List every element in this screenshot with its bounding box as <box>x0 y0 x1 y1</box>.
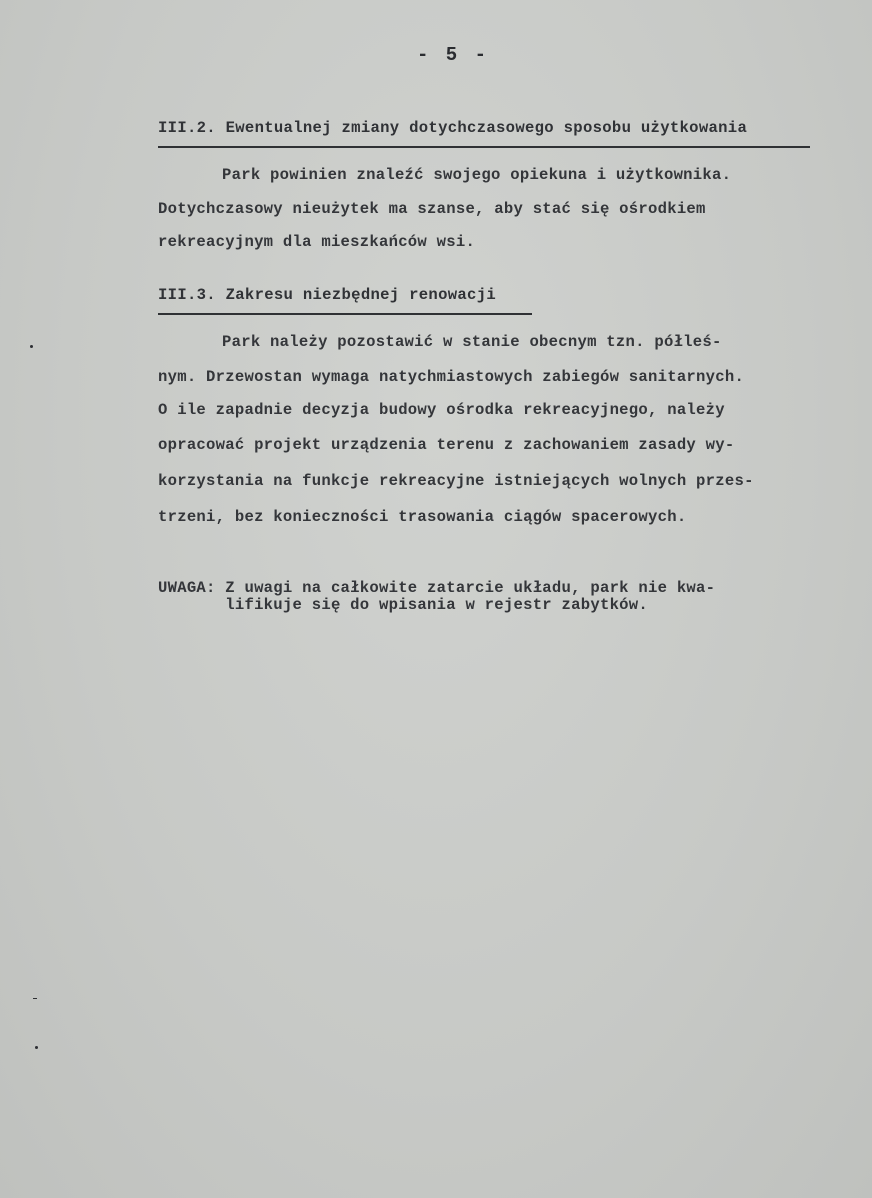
paragraph-line: korzystania na funkcje rekreacyjne istniejących wolnych przes- <box>158 472 754 490</box>
paragraph-line: Park należy pozostawić w stanie obecnym tzn. półleś- <box>222 333 722 351</box>
scan-speck <box>35 1046 38 1049</box>
paragraph-line: trzeni, bez konieczności trasowania ciągów spacerowych. <box>158 508 687 526</box>
heading-underline <box>158 146 810 148</box>
paragraph-line: rekreacyjnym dla mieszkańców wsi. <box>158 233 476 251</box>
note-line: UWAGA: Z uwagi na całkowite zatarcie układu, park nie kwa- <box>158 579 716 597</box>
heading-underline <box>158 313 532 315</box>
note-line: lifikuje się do wpisania w rejestr zabytków. <box>158 596 648 614</box>
page-number: - 5 - <box>416 44 489 66</box>
paragraph-line: Dotychczasowy nieużytek ma szanse, aby stać się ośrodkiem <box>158 200 706 218</box>
scan-speck <box>30 345 33 348</box>
paragraph-line: O ile zapadnie decyzja budowy ośrodka rekreacyjnego, należy <box>158 401 725 419</box>
scan-speck <box>33 998 37 999</box>
paragraph-line: Park powinien znaleźć swojego opiekuna i użytkownika. <box>222 166 732 184</box>
paragraph-line: opracować projekt urządzenia terenu z zachowaniem zasady wy- <box>158 436 735 454</box>
paragraph-line: nym. Drzewostan wymaga natychmiastowych zabiegów sanitarnych. <box>158 368 745 386</box>
section-heading-iii-3: III.3. Zakresu niezbędnej renowacji <box>158 286 497 304</box>
section-heading-iii-2: III.2. Ewentualnej zmiany dotychczasowego sposobu użytkowania <box>158 119 748 137</box>
